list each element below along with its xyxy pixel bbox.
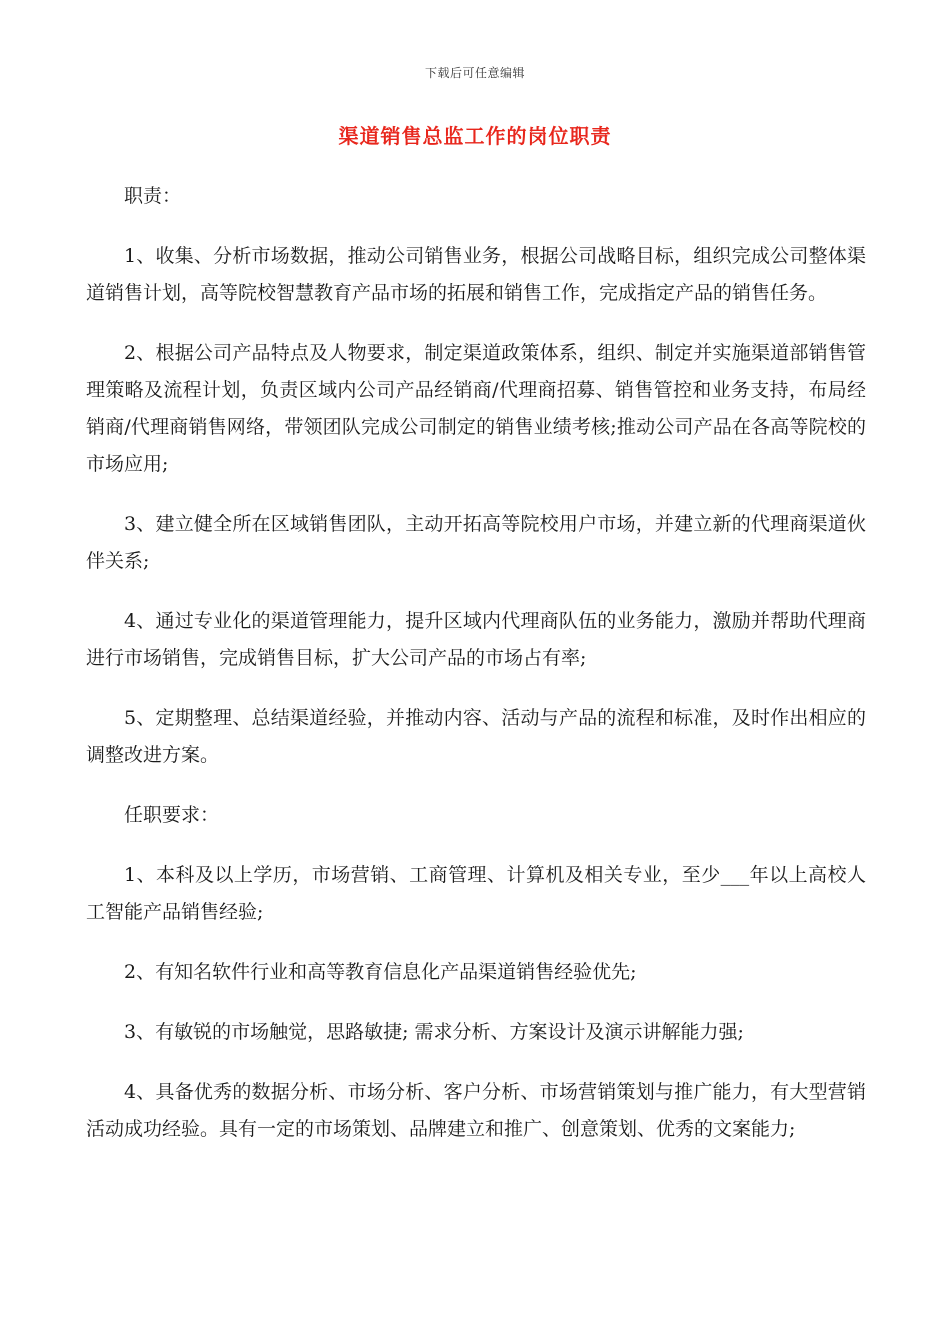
duty-item: 4、通过专业化的渠道管理能力，提升区域内代理商队伍的业务能力，激励并帮助代理商进行市场销售，完成销售目标，扩大公司产品的市场占有率; (86, 610, 866, 669)
document-body (86, 178, 866, 1171)
duty-item: 1、收集、分析市场数据，推动公司销售业务，根据公司战略目标，组织完成公司整体渠道销售计划，高等院校智慧教育产品市场的拓展和销售工作，完成指定产品的销售任务。 (86, 245, 866, 304)
duty-item: 2、根据公司产品特点及人物要求，制定渠道政策体系，组织、制定并实施渠道部销售管理策略及流程计划，负责区域内公司产品经销商/代理商招募、销售管控和业务支持，布局经销商/代理商销售网络，带领团队完成公司制定的销售业绩考核;推动公司产品在各高等院校的市场应用; (86, 342, 866, 475)
duty-item: 3、建立健全所在区域销售团队，主动开拓高等院校用户市场，并建立新的代理商渠道伙伴关系; (86, 513, 866, 572)
duty-item: 5、定期整理、总结渠道经验，并推动内容、活动与产品的流程和标准，及时作出相应的调整改进方案。 (86, 707, 866, 766)
requirement-item: 2、有知名软件行业和高等教育信息化产品渠道销售经验优先; (124, 961, 637, 983)
duties-heading: 职责： (124, 185, 182, 207)
header-note: 下载后可任意编辑 (424, 66, 525, 80)
requirement-item: 4、具备优秀的数据分析、市场分析、客户分析、市场营销策划与推广能力，有大型营销活动成功经验。具有一定的市场策划、品牌建立和推广、创意策划、优秀的文案能力; (86, 1081, 866, 1140)
page-title: 渠道销售总监工作的岗位职责 (338, 124, 612, 148)
requirement-item: 3、有敏锐的市场触觉，思路敏捷; 需求分析、方案设计及演示讲解能力强; (124, 1021, 744, 1043)
requirement-item: 1、本科及以上学历，市场营销、工商管理、计算机及相关专业，至少___年以上高校人工智能产品销售经验; (86, 864, 866, 923)
requirements-heading: 任职要求： (124, 804, 220, 826)
